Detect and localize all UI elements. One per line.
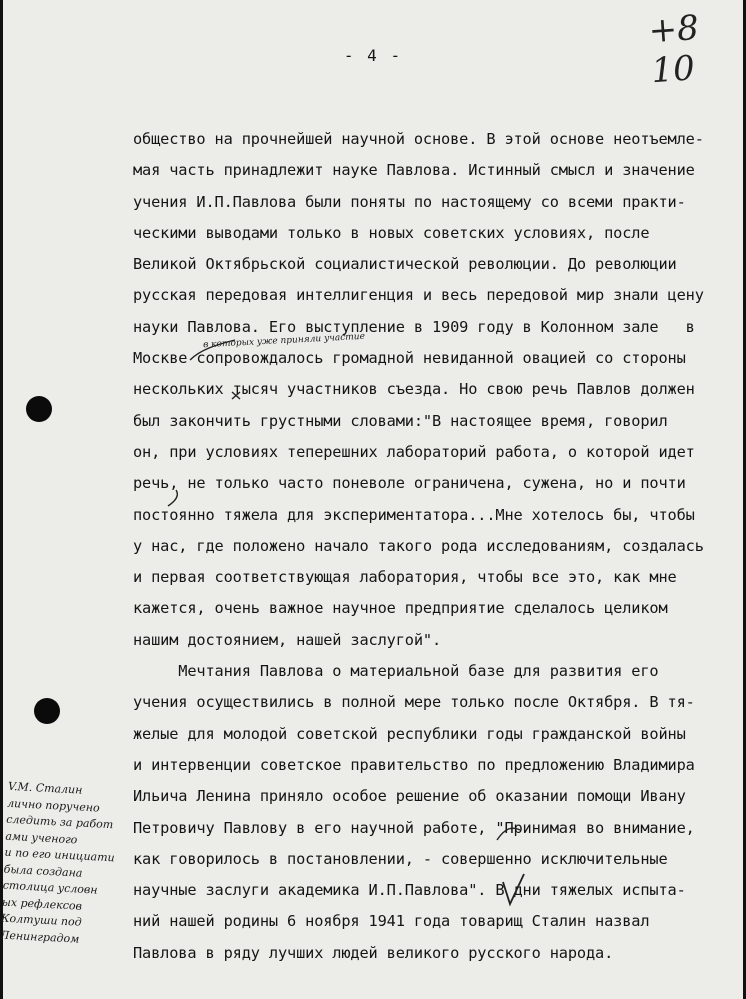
margin-note-line: следить за работ [5,812,114,832]
text-line: был закончить грустными словами:"В настоящее время, говорил [133,411,668,430]
margin-note-line: V.M. Сталин [7,779,83,797]
text-line: Павлова в ряду лучших людей великого русского народа. [133,943,614,962]
text-line: нашим достоянием, нашей заслугой". [133,630,442,649]
margin-note-line: лично поручено [6,796,101,815]
margin-note-line: столица условн [2,878,98,897]
text-line: кажется, очень важное научное предприятие сделалось целиком [133,599,668,618]
folio-mark: +8 10 [647,7,701,92]
margin-note-line: Ленинградом [0,928,80,946]
margin-note-line: ых рефлексов [1,895,83,913]
comma-correction [497,828,520,840]
text-line: учения И.П.Павлова были поняты по настоящему со всеми практи- [133,192,686,211]
margin-note-line: ами ученого [5,829,78,846]
insertion-stroke [190,340,235,360]
text-line: Москве сопровождалось громадной невиданной овацией со стороны [133,349,686,368]
text-line: научные заслуги академика И.П.Павлова". В дни тяжелых испыта- [133,881,686,900]
text-line: он, при условиях теперешних лабораторий работа, о которой идет [133,442,695,461]
text-line: желые для молодой советской республики годы гражданской войны [133,724,686,743]
text-line: как говорилось в постановлении, - совершенно исключительные [133,849,668,868]
margin-note-line: и по его инициати [4,845,115,865]
text-line: учения осуществились в полной мере только после Октября. В тя- [133,693,695,712]
text-line: ний нашей родины 6 ноября 1941 года товарищ Сталин назвал [133,912,650,931]
text-line: нескольких тысяч участников съезда. Но свою речь Павлов должен [133,380,695,399]
text-line: и первая соответствующая лаборатория, чтобы все это, как мне [133,568,677,587]
interlinear-handwritten-note: в которых уже приняли участие [202,331,366,351]
text-line: науки Павлова. Его выступление в 1909 году в Колонном зале в [133,317,695,336]
text-line: и интервенции советское правительство по предложению Владимира [133,755,695,774]
text-line: Мечтания Павлова о материальной базе для развития его [133,662,659,681]
text-line: русская передовая интеллигенция и весь передовой мир знали цену [133,286,704,305]
text-line: у нас, где положено начало такого рода исследованиям, создалась [133,536,704,555]
text-line: постоянно тяжела для экспериментатора...Мне хотелось бы, чтобы [133,505,695,524]
comma-correction [168,490,177,506]
text-line: Великой Октябрьской социалистической революции. До революции [133,255,677,274]
text-line: ческими выводами только в новых советских условиях, после [133,223,650,242]
text-line: Петровичу Павлову в его научной работе, "Принимая во внимание, [133,818,695,837]
text-line: общество на прочнейшей научной основе. В этой основе неотъемле- [133,130,704,148]
text-line: Ильича Ленина приняло особое решение об оказании помощи Ивану [133,787,686,806]
text-line: речь, не только часто поневоле ограничена, сужена, но и почти [133,474,686,493]
deletion-mark [232,392,240,399]
margin-note-line: Колтуши под [0,911,82,929]
text-line: мая часть принадлежит науке Павлова. Истинный смысл и значение [133,161,695,180]
insertion-check-mark [503,874,524,904]
margin-note-line: была создана [3,862,83,880]
page-number: - 4 - [343,46,403,65]
